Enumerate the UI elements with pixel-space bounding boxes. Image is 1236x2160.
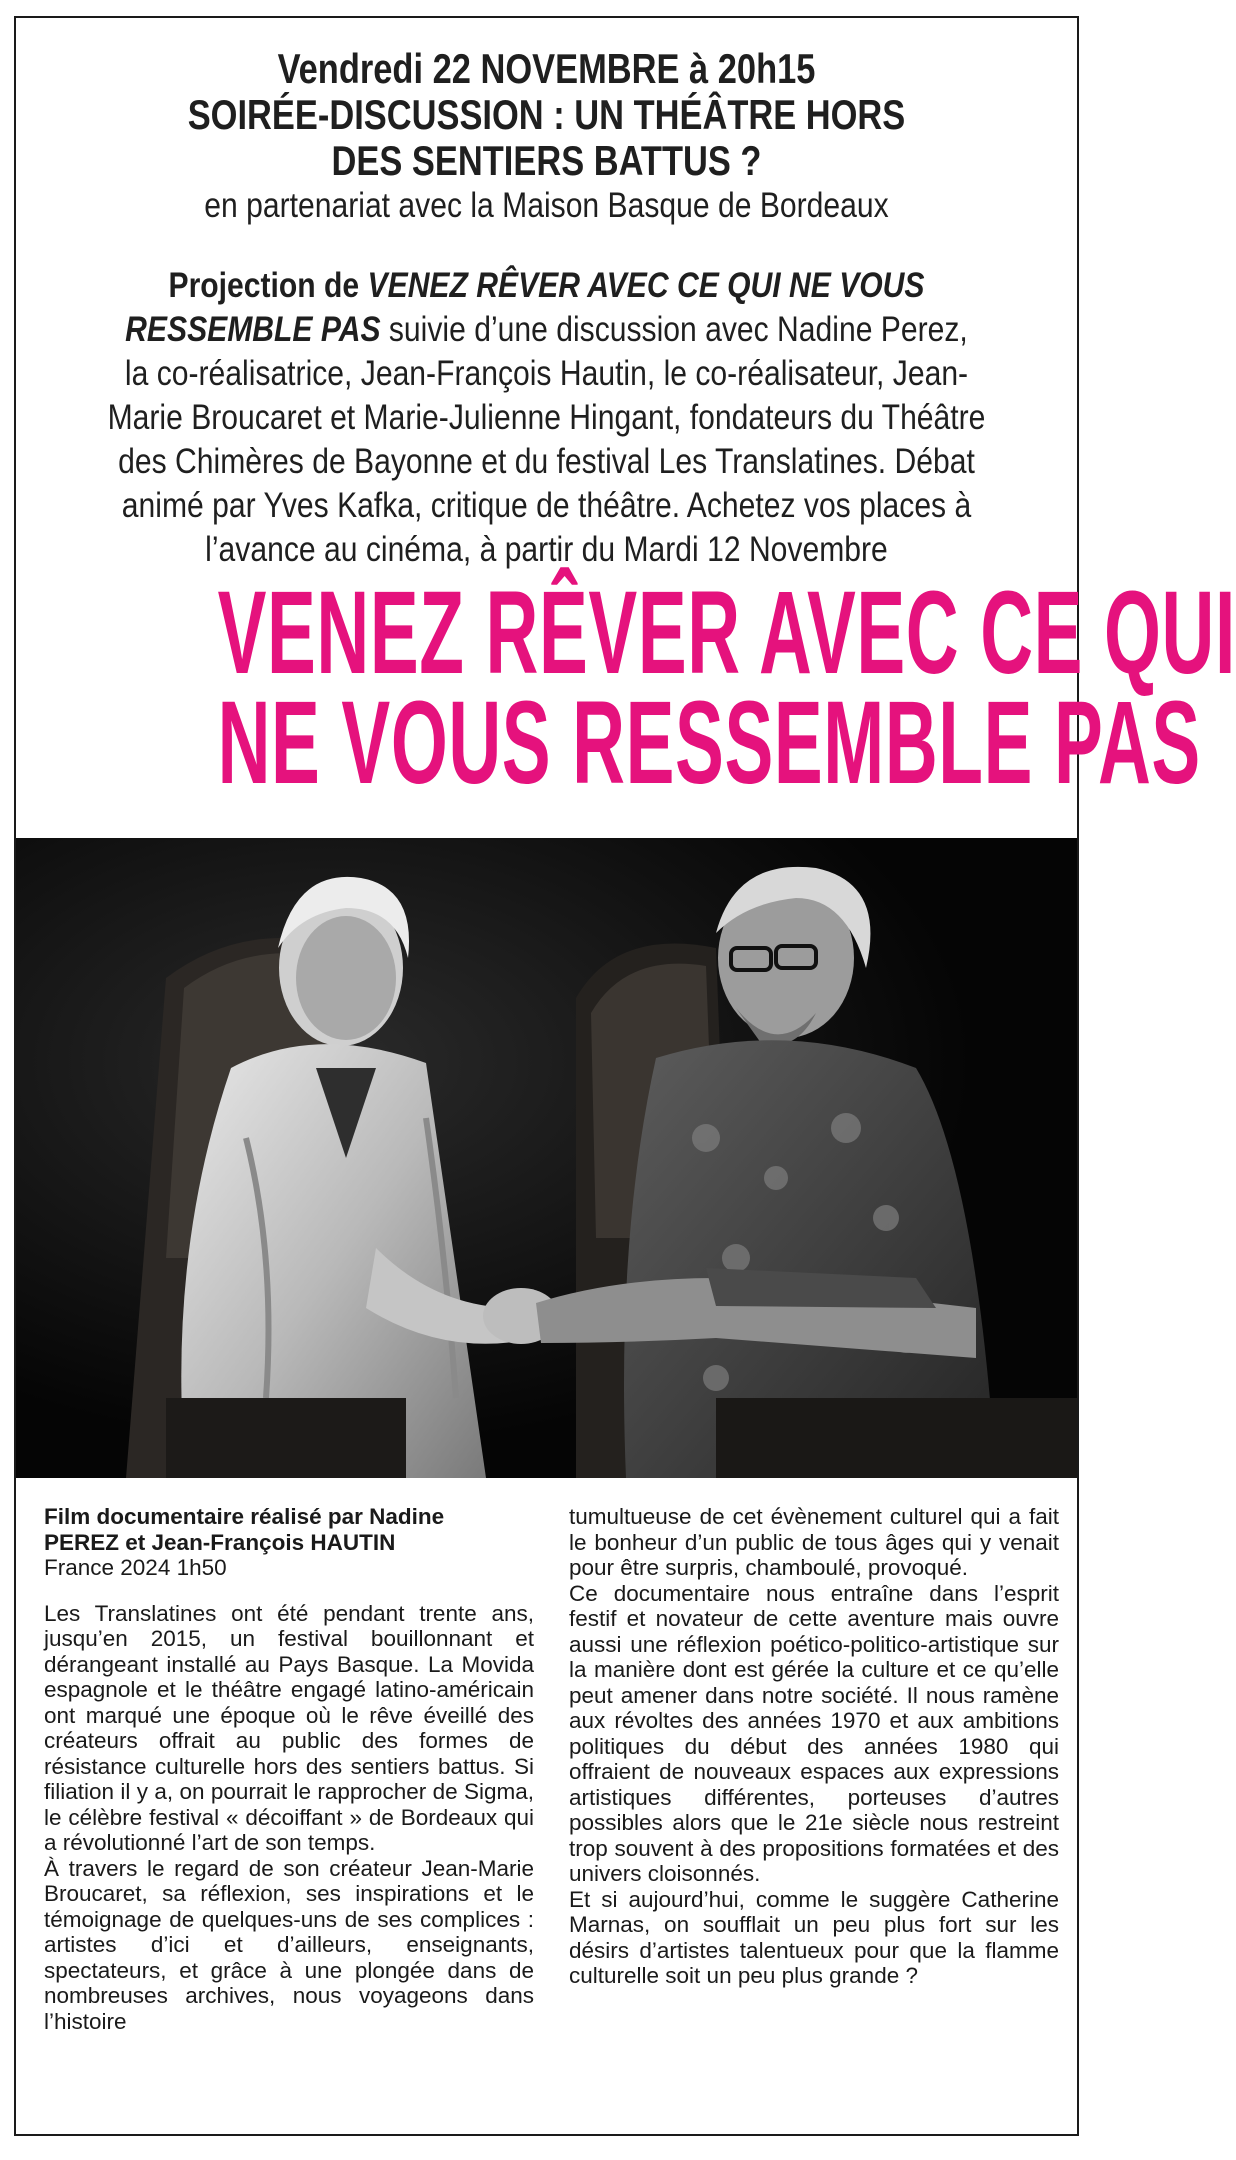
event-title-line-2: DES SENTIERS BATTUS ? bbox=[331, 137, 762, 184]
partner-line: en partenariat avec la Maison Basque de Bordeaux bbox=[204, 186, 889, 225]
two-people-seated-photo-icon bbox=[16, 838, 1077, 1478]
film-title-line-2: NE VOUS RESSEMBLE PAS bbox=[217, 677, 1201, 809]
film-credit-line-1: Film documentaire réalisé par Nadine bbox=[44, 1504, 445, 1529]
event-header bbox=[16, 46, 1077, 226]
projection-prefix: Projection de bbox=[168, 266, 368, 305]
film-meta: France 2024 1h50 bbox=[44, 1555, 227, 1580]
film-credit-line-2: PEREZ et Jean-François HAUTIN bbox=[44, 1529, 396, 1555]
projection-line-4: Marie Broucaret et Marie-Julienne Hingant, fondateurs du Théâtre bbox=[107, 398, 986, 437]
film-title-banner bbox=[16, 567, 1236, 809]
article-paragraph-1: Les Translatines ont été pendant trente ans, jusqu’en 2015, un festival bouillonnant et dérangeant installé au Pays Basque. La Movida espagnole et le théâtre engagé latino-américain ont marqué une époque où le rêve éveillé des créateurs offrait au public des formes de résistance culturelle hors des sentiers battus. Si filiation il y a, on pourrait le rapprocher de Sigma, le célèbre festival « décoiffant » de Bordeaux qui a révolutionné l’art de son temps. bbox=[44, 1600, 534, 1855]
article-paragraph-2: À travers le regard de son créateur Jean-Marie Broucaret, sa réflexion, ses inspirations et le témoignage de quelques-uns de ses complices : artistes d’ici et d’ailleurs, enseignants, spectateurs, et grâce à une plongée dans de nombreuses archives, nous voyageons dans l’histoire bbox=[44, 1855, 534, 2034]
event-title-line-1: SOIRÉE-DISCUSSION : UN THÉÂTRE HORS bbox=[187, 91, 906, 138]
film-still-photo bbox=[16, 838, 1077, 1478]
projection-line-2-rest: suivie d’une discussion avec Nadine Perez, bbox=[380, 310, 968, 349]
projection-line-1 bbox=[90, 264, 1002, 308]
article-body bbox=[44, 1504, 1059, 2124]
projection-film-title-part-2: RESSEMBLE PAS bbox=[125, 310, 381, 349]
projection-line-3: la co-réalisatrice, Jean-François Hautin, le co-réalisateur, Jean- bbox=[124, 354, 969, 393]
article-column-right bbox=[569, 1504, 1059, 1989]
film-title-line-1: VENEZ RÊVER AVEC CE QUI bbox=[217, 567, 1236, 699]
article-paragraph-5: Et si aujourd’hui, comme le suggère Catherine Marnas, on soufflait un peu plus fort sur les désirs d’artistes talentueux pour que la flamme culturelle soit un peu plus grande ? bbox=[569, 1886, 1059, 1988]
article-paragraph-4: Ce documentaire nous entraîne dans l’esprit festif et novateur de cette aventure mais ouvre aussi une réflexion poético-politico-artistique sur la manière dont est gérée la culture et ce qu’elle peut amener dans notre société. Il nous ramène aux révoltes des années 1970 et aux ambitions politiques du début des années 1980 qui offraient de nouveaux espaces aux expressions artistiques différentes, porteuses d’autres possibles alors que le 21e siècle nous restreint trop souvent à des propositions formatées et des univers cloisonnés. bbox=[569, 1580, 1059, 1886]
projection-line-7: l’avance au cinéma, à partir du Mardi 12 Novembre bbox=[205, 530, 888, 569]
projection-line-2 bbox=[90, 308, 1002, 352]
article-paragraph-3: tumultueuse de cet évènement culturel qui a fait le bonheur d’un public de tous âges qui y venait pour être surpris, chamboulé, provoqué. bbox=[569, 1504, 1059, 1580]
event-date: Vendredi 22 NOVEMBRE à 20h15 bbox=[277, 45, 816, 92]
projection-film-title-part-1: VENEZ RÊVER AVEC CE QUI NE VOUS bbox=[367, 266, 925, 305]
projection-description bbox=[16, 264, 1077, 572]
projection-line-5: des Chimères de Bayonne et du festival Les Translatines. Débat bbox=[118, 442, 975, 481]
projection-line-6: animé par Yves Kafka, critique de théâtre. Achetez vos places à bbox=[121, 486, 972, 525]
article-column-left bbox=[44, 1504, 534, 2034]
flyer-frame bbox=[14, 16, 1236, 2136]
